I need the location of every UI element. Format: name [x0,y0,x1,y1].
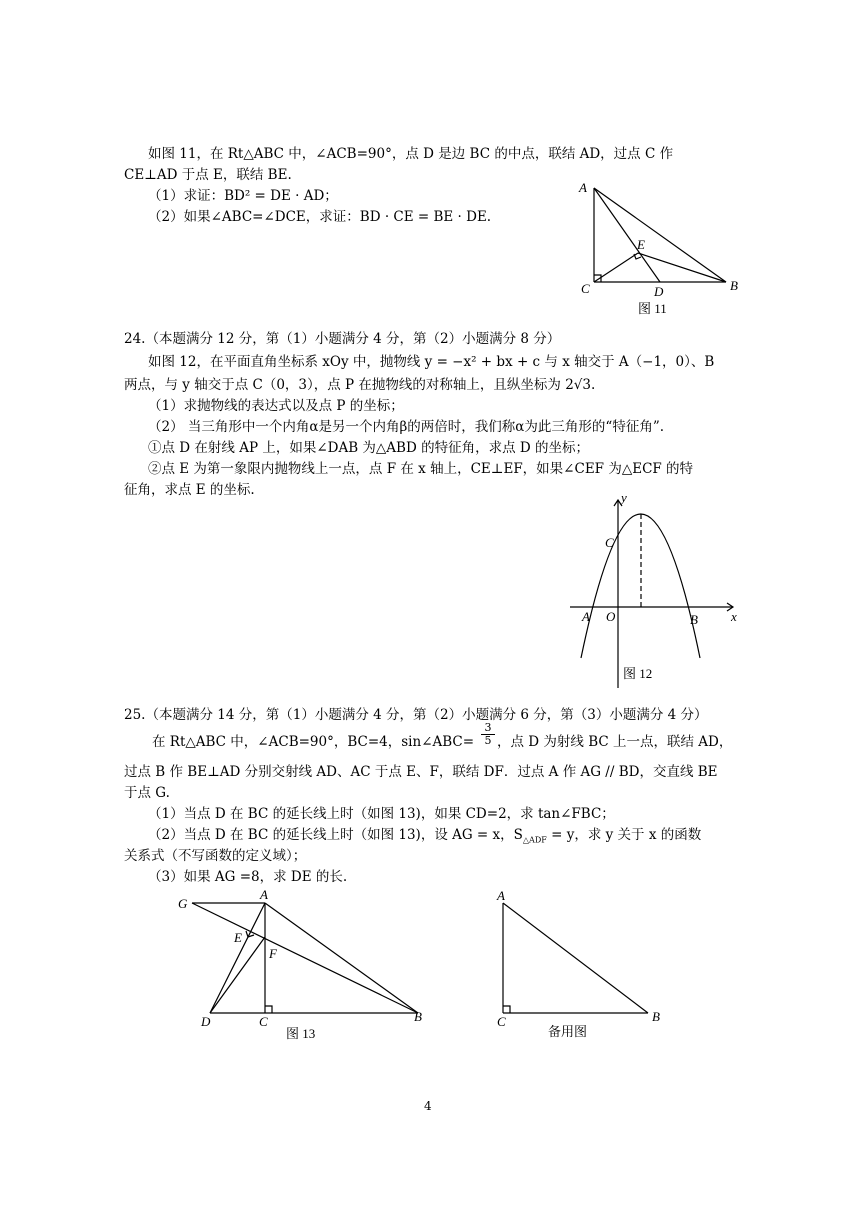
q24-line-2: 两点，与 y 轴交于点 C（0，3），点 P 在抛物线的对称轴上，且纵坐标为 2√3. [124,377,596,393]
q23-line-4: （2）如果∠ABC=∠DCE，求证：BD · CE = BE · DE. [148,209,492,225]
q25-area-subscript: △ADF [522,835,547,845]
fig11-label-d: D [654,284,664,299]
fig13-label-g: G [178,896,188,911]
q25-line-2: 过点 B 作 BE⊥AD 分别交射线 AD、AC 于点 E、F，联结 DF．过点 A 作 AG // BD，交直线 BE [124,764,718,780]
q25-line-5-a: （2）当点 D 在 BC 的延长线上时（如图 13)，设 AG = x，S [148,827,523,843]
q24-line-5: ①点 D 在射线 AP 上，如果∠DAB 为△ABD 的特征角，求点 D 的坐标； [148,440,589,456]
spare-label-c: C [497,1014,506,1029]
q25-line-5-b: = y，求 y 关于 x 的函数 [546,827,702,843]
fig11-label-a: A [579,180,587,195]
figure-spare [490,888,680,1048]
q25-line-6: 关系式（不写函数的定义域）； [124,848,307,864]
q25-fraction-num: 3 [481,722,495,735]
fig13-label-a: A [260,887,268,902]
fig13-label-f: F [269,946,277,961]
fig11-caption: 图 11 [638,301,667,316]
q23-line-1: 如图 11，在 Rt△ABC 中，∠ACB=90°，点 D 是边 BC 的中点，联结 AD，过点 C 作 [148,146,674,162]
q25-header: 25.（本题满分 14 分，第（1）小题满分 4 分，第（2）小题满分 6 分，第（3）小题满分 4 分） [124,707,708,723]
page-number: 4 [424,1099,432,1113]
figure-12 [565,490,750,690]
fig12-label-x: x [731,609,737,624]
q24-line-7: 征角，求点 E 的坐标. [124,482,255,498]
q24-header: 24.（本题满分 12 分，第（1）小题满分 4 分，第（2）小题满分 8 分） [124,331,561,347]
fig13-label-b: B [414,1009,422,1024]
q24-line-1: 如图 12，在平面直角坐标系 xOy 中，抛物线 y = −x² + bx + c 与 x 轴交于 A（−1，0）、B [148,354,715,370]
fig11-label-c: C [581,281,590,296]
fig12-label-c: C [605,535,614,550]
q24-line-4: （2） 当三角形中一个内角α是另一个内角β的两倍时，我们称α为此三角形的“特征角”. [148,419,665,435]
fig12-label-b: B [690,612,698,627]
spare-label-b: B [652,1009,660,1024]
q25-fraction [481,722,495,747]
q25-fraction-den: 5 [484,734,492,747]
q23-line-3: （1）求证：BD² = DE · AD； [148,188,338,204]
spare-label-a: A [497,888,505,903]
spare-caption: 备用图 [548,1024,588,1039]
q25-line-3: 于点 G. [124,785,170,801]
fig12-label-y: y [621,490,627,505]
q24-line-6: ②点 E 为第一象限内抛物线上一点，点 F 在 x 轴上，CE⊥EF，如果∠CEF 为△ECF 的特 [148,461,694,477]
fig11-label-b: B [730,278,738,293]
fig12-label-o: O [606,609,616,624]
fig13-label-c: C [259,1014,268,1029]
q25-line-1a: 在 Rt△ABC 中，∠ACB=90°，BC=4，sin∠ABC= [152,734,475,750]
q25-line-7: （3）如果 AG =8，求 DE 的长. [148,869,348,885]
fig12-caption: 图 12 [623,666,653,681]
figure-13 [170,888,435,1048]
q23-line-2: CE⊥AD 于点 E，联结 BE. [124,167,292,183]
q25-line-1b: ，点 D 为射线 BC 上一点，联结 AD， [497,734,733,750]
figure-11 [570,178,750,320]
fig13-caption: 图 13 [286,1026,316,1041]
q25-line-4: （1）当点 D 在 BC 的延长线上时（如图 13)，如果 CD=2，求 tan∠FBC； [148,806,615,822]
fig11-label-e: E [637,237,645,252]
q24-line-3: （1）求抛物线的表达式以及点 P 的坐标； [148,398,404,414]
fig13-label-e: E [234,930,242,945]
fig12-label-a: A [582,609,590,624]
fig13-label-d: D [201,1014,211,1029]
